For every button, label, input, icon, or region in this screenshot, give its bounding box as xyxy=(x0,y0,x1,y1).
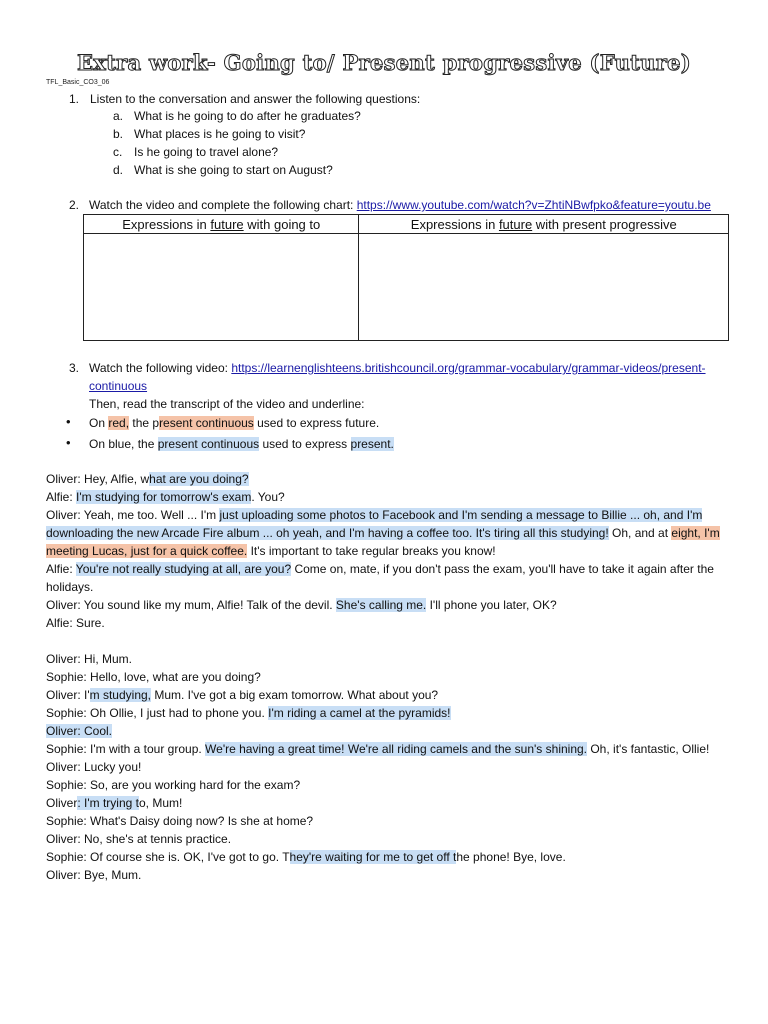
transcript-line: downloading the new Arcade Fire album ... oh yeah, and I'm having a coffee too. It's tiring all this studying! Oh, and at eight, I'm xyxy=(46,526,720,540)
q1-item-d-letter: d. xyxy=(113,163,124,177)
bullet-blue-line: On blue, the present continuous used to express present. xyxy=(89,437,394,451)
q1-item-a: What is he going to do after he graduates? xyxy=(134,109,361,123)
transcript-line: Oliver: Hey, Alfie, what are you doing? xyxy=(46,472,249,486)
chart-header-going-to: Expressions in future with going to xyxy=(84,215,359,234)
transcript-line: meeting Lucas, just for a quick coffee. It's important to take regular breaks you know! xyxy=(46,544,496,558)
bullet-dot-1: • xyxy=(66,414,71,429)
q3-british-council-link[interactable]: https://learnenglishteens.britishcouncil.org/grammar-vocabulary/grammar-videos/present- xyxy=(231,361,706,375)
transcript-line: Alfie: Sure. xyxy=(46,616,105,630)
transcript-line: Oliver: Bye, Mum. xyxy=(46,868,142,882)
transcript-line: Sophie: So, are you working hard for the exam? xyxy=(46,778,301,792)
chart-cell-present-progressive[interactable] xyxy=(359,234,729,341)
transcript-line: Oliver: I'm studying, Mum. I've got a big exam tomorrow. What about you? xyxy=(46,688,439,702)
chart-header-present-progressive: Expressions in future with present progressive xyxy=(359,215,729,234)
q2-number: 2. xyxy=(69,198,80,212)
transcript-line: Sophie: Hello, love, what are you doing? xyxy=(46,670,261,684)
bullet-red-line: On red, the present continuous used to express future. xyxy=(89,416,380,430)
q3-line xyxy=(89,360,706,376)
transcript-line: Oliver: I'm trying to, Mum! xyxy=(46,796,183,810)
transcript-line: Oliver: Cool. xyxy=(46,724,113,738)
transcript-line: Sophie: Oh Ollie, I just had to phone you. I'm riding a camel at the pyramids! xyxy=(46,706,451,720)
q3-link-continued[interactable]: continuous xyxy=(89,379,148,393)
q1-number: 1. xyxy=(69,92,80,106)
q1-item-c-letter: c. xyxy=(113,145,123,159)
q1-item-d: What is she going to start on August? xyxy=(134,163,333,177)
transcript-line: Sophie: What's Daisy doing now? Is she at home? xyxy=(46,814,314,828)
transcript-line: Oliver: Hi, Mum. xyxy=(46,652,133,666)
transcript-line: Oliver: No, she's at tennis practice. xyxy=(46,832,232,846)
transcript-line: Alfie: You're not really studying at all, are you? Come on, mate, if you don't pass the exam, you'll have to take it again after the xyxy=(46,562,714,576)
transcript-line: holidays. xyxy=(46,580,94,594)
q1-item-b-letter: b. xyxy=(113,127,124,141)
transcript-line: Alfie: I'm studying for tomorrow's exam. You? xyxy=(46,490,285,504)
q1-item-b: What places is he going to visit? xyxy=(134,127,306,141)
chart-cell-going-to[interactable] xyxy=(84,234,359,341)
q2-line xyxy=(89,197,711,213)
q1-item-a-letter: a. xyxy=(113,109,124,123)
q1-item-c: Is he going to travel alone? xyxy=(134,145,279,159)
q2-text: Watch the video and complete the following chart: xyxy=(89,198,354,212)
q3-text: Watch the following video: xyxy=(89,361,228,375)
transcript-line: Oliver: Lucky you! xyxy=(46,760,142,774)
transcript-line: Sophie: I'm with a tour group. We're having a great time! We're all riding camels and the sun's shining. Oh, it's fantastic, Ollie! xyxy=(46,742,710,756)
q1-text: Listen to the conversation and answer the following questions: xyxy=(90,92,421,106)
document-code: TFL_Basic_CO3_06 xyxy=(46,79,110,86)
document-title: Extra work- Going to/ Present progressive (Future) xyxy=(76,50,692,75)
q3-number: 3. xyxy=(69,361,80,375)
expressions-chart xyxy=(83,214,729,341)
q3-instruction: Then, read the transcript of the video and underline: xyxy=(89,397,365,411)
transcript-line: Oliver: Yeah, me too. Well ... I'm just uploading some photos to Facebook and I'm sending a message to Billie ... oh, and I'm xyxy=(46,508,703,522)
transcript-line: Sophie: Of course she is. OK, I've got to go. They're waiting for me to get off the phone! Bye, love. xyxy=(46,850,566,864)
q2-youtube-link[interactable]: https://www.youtube.com/watch?v=ZhtiNBwfpko&feature=youtu.be xyxy=(356,198,711,212)
transcript-line: Oliver: You sound like my mum, Alfie! Talk of the devil. She's calling me. I'll phone you later, OK? xyxy=(46,598,557,612)
bullet-dot-2: • xyxy=(66,435,71,450)
